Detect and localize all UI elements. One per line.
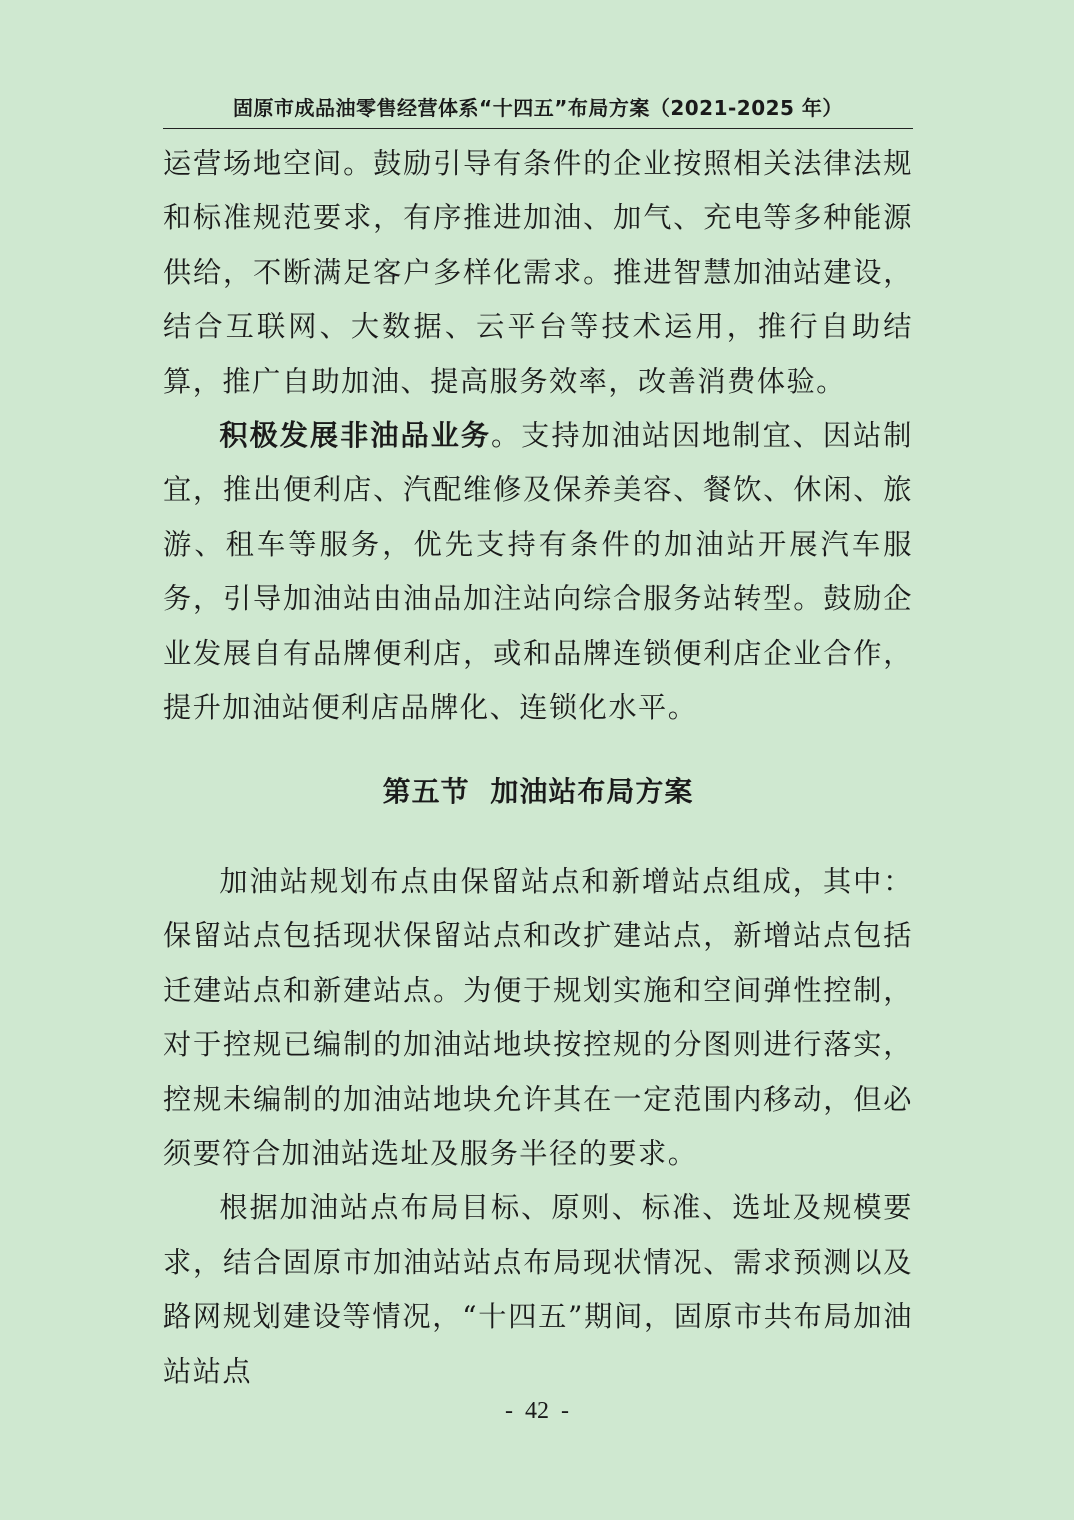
- page-number: - 42 -: [505, 1398, 569, 1424]
- paragraph-lead-phrase: 积极发展非油品业务: [219, 419, 491, 453]
- paragraph-layout-basis: 根据加油站点布局目标、原则、标准、选址及规模要求，结合固原市加油站站点布局现状情况、需求预测以及路网规划建设等情况，“十四五”期间，固原市共布局加油站站点: [163, 1191, 913, 1388]
- paragraph-continuation: 运营场地空间。鼓励引导有条件的企业按照相关法律法规和标准规范要求，有序推进加油、加气、充电等多种能源供给，不断满足客户多样化需求。推进智慧加油站建设，结合互联网、大数据、云平台等技术运用，推行自助结算，推广自助加油、提高服务效率，改善消费体验。: [163, 147, 913, 398]
- paragraph-body: 。支持加油站因地制宜、因站制宜，推出便利店、汽配维修及保养美容、餐饮、休闲、旅游、租车等服务，优先支持有条件的加油站开展汽车服务，引导加油站由油品加注站向综合服务站转型。鼓励企业发展自有品牌便利店，或和品牌连锁便利店企业合作，提升加油站便利店品牌化、连锁化水平。: [163, 419, 913, 725]
- paragraph-layout-plan: 加油站规划布点由保留站点和新增站点组成，其中：保留站点包括现状保留站点和改扩建站点，新增站点包括迁建站点和新建站点。为便于规划实施和空间弹性控制，对于控规已编制的加油站地块按控规的分图则进行落实，控规未编制的加油站地块允许其在一定范围内移动，但必须要符合加油站选址及服务半径的要求。: [163, 865, 913, 1171]
- running-header: 固原市成品油零售经营体系“十四五”布局方案（2021-2025 年）: [163, 92, 913, 129]
- body-text-top: [163, 137, 913, 735]
- body-text-bottom: [163, 855, 913, 1399]
- paragraph-non-oil-business: [163, 409, 913, 735]
- section-title: 第五节 加油站布局方案: [382, 775, 694, 808]
